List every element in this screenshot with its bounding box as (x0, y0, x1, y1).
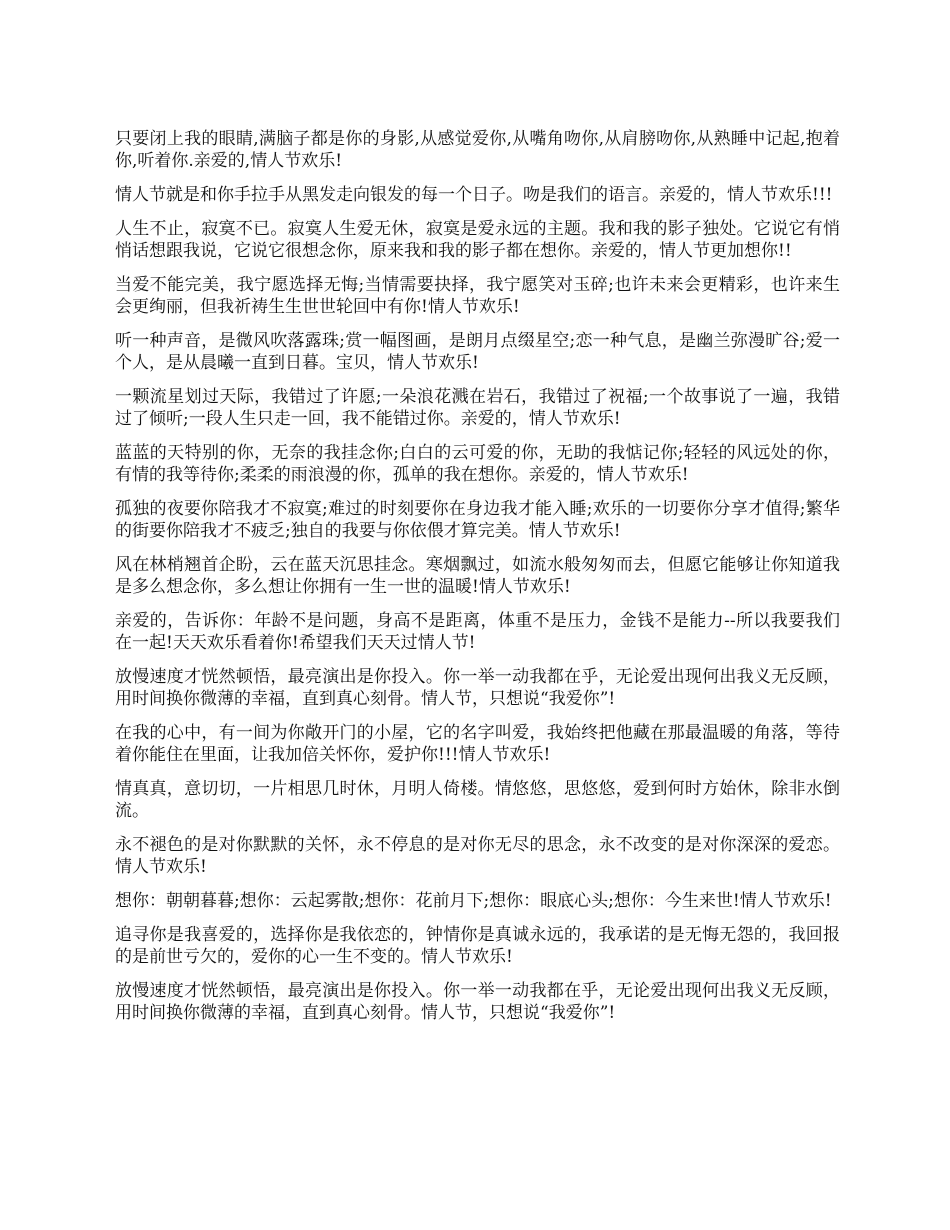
paragraph-1: 只要闭上我的眼睛,满脑子都是你的身影,从感觉爱你,从嘴角吻你,从肩膀吻你,从熟睡中记起,抱着你,听着你.亲爱的,情人节欢乐! (115, 129, 840, 171)
document-page (115, 128, 840, 1036)
paragraph-11: 放慢速度才恍然顿悟，最亮演出是你投入。你一举一动我都在乎，无论爱出现何出我义无反顾，用时间换你微薄的幸福，直到真心刻骨。情人节，只想说“我爱你”! (115, 667, 840, 709)
paragraph-4: 当爱不能完美，我宁愿选择无悔;当情需要抉择，我宁愿笑对玉碎;也许未来会更精彩，也许来生会更绚丽，但我祈祷生生世世轮回中有你!情人节欢乐! (115, 275, 840, 317)
paragraph-10: 亲爱的，告诉你：年龄不是问题，身高不是距离，体重不是压力，金钱不是能力--所以我要我们在一起!天天欢乐看着你!希望我们天天过情人节! (115, 611, 840, 653)
paragraph-17: 放慢速度才恍然顿悟，最亮演出是你投入。你一举一动我都在乎，无论爱出现何出我义无反顾，用时间换你微薄的幸福，直到真心刻骨。情人节，只想说“我爱你”! (115, 981, 840, 1023)
paragraph-15: 想你：朝朝暮暮;想你：云起雾散;想你：花前月下;想你：眼底心头;想你：今生来世!情人节欢乐! (115, 891, 832, 911)
paragraph-3: 人生不止，寂寞不已。寂寞人生爱无休，寂寞是爱永远的主题。我和我的影子独处。它说它有悄悄话想跟我说，它说它很想念你，原来我和我的影子都在想你。亲爱的，情人节更加想你!! (115, 219, 840, 261)
paragraph-5: 听一种声音，是微风吹落露珠;赏一幅图画，是朗月点缀星空;恋一种气息，是幽兰弥漫旷谷;爱一个人，是从晨曦一直到日暮。宝贝，情人节欢乐! (115, 331, 840, 373)
paragraph-16: 追寻你是我喜爱的，选择你是我依恋的，钟情你是真诚永远的，我承诺的是无悔无怨的，我回报的是前世亏欠的，爱你的心一生不变的。情人节欢乐! (115, 925, 840, 967)
paragraph-13: 情真真，意切切，一片相思几时休，月明人倚楼。情悠悠，思悠悠，爱到何时方始休，除非水倒流。 (115, 779, 840, 821)
paragraph-14: 永不褪色的是对你默默的关怀，永不停息的是对你无尽的思念，永不改变的是对你深深的爱恋。情人节欢乐! (115, 835, 840, 877)
paragraph-7: 蓝蓝的天特别的你，无奈的我挂念你;白白的云可爱的你，无助的我惦记你;轻轻的风远处的你，有情的我等待你;柔柔的雨浪漫的你，孤单的我在想你。亲爱的，情人节欢乐! (115, 443, 840, 485)
paragraph-2: 情人节就是和你手拉手从黑发走向银发的每一个日子。吻是我们的语言。亲爱的，情人节欢乐!!! (115, 185, 833, 205)
paragraph-12: 在我的心中，有一间为你敞开门的小屋，它的名字叫爱，我始终把他藏在那最温暖的角落，等待着你能住在里面，让我加倍关怀你，爱护你!!!情人节欢乐! (115, 723, 840, 765)
paragraph-6: 一颗流星划过天际，我错过了许愿;一朵浪花溅在岩石，我错过了祝福;一个故事说了一遍，我错过了倾听;一段人生只走一回，我不能错过你。亲爱的，情人节欢乐! (115, 387, 840, 429)
paragraph-8: 孤独的夜要你陪我才不寂寞;难过的时刻要你在身边我才能入睡;欢乐的一切要你分享才值得;繁华的街要你陪我才不疲乏;独自的我要与你依偎才算完美。情人节欢乐! (115, 499, 840, 541)
paragraph-9: 风在林梢翘首企盼，云在蓝天沉思挂念。寒烟飘过，如流水般匆匆而去，但愿它能够让你知道我是多么想念你，多么想让你拥有一生一世的温暖!情人节欢乐! (115, 555, 840, 597)
